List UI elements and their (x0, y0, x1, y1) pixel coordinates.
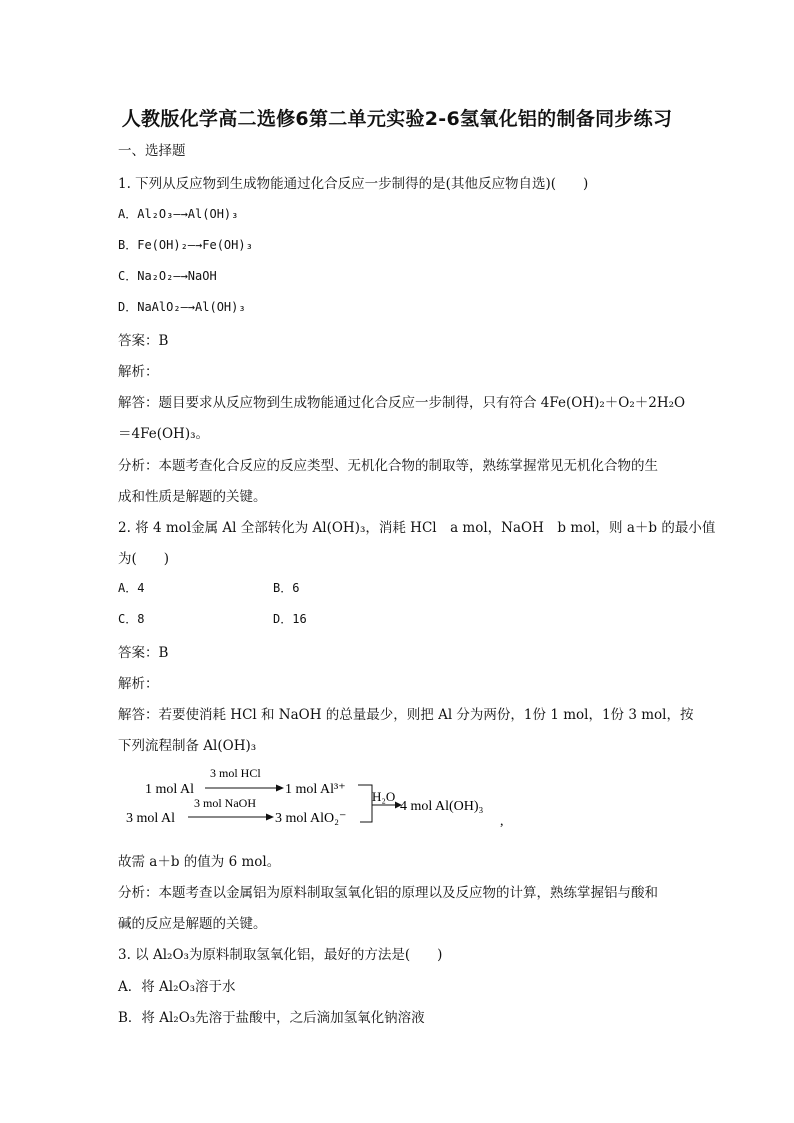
diagram-final-product: 4 mol Al(OH)₃ (400, 799, 484, 814)
diagram-row1-reagent: 3 mol HCl (210, 766, 261, 780)
q1-option-b: B．Fe(OH)₂—→Fe(OH)₃ (118, 238, 253, 252)
diagram-row2-product: 3 mol AlO₂⁻ (275, 811, 347, 826)
diagram-row1-arrowhead (276, 785, 284, 792)
q1-solution-line-1: 解答：题目要求从反应物到生成物能通过化合反应一步制得，只有符合 4Fe(OH)₂＋O₂＋2H₂O (118, 395, 686, 411)
q2-option-b: B．6 (273, 581, 300, 595)
diagram-row1-reactant: 1 mol Al (145, 782, 195, 797)
diagram-row1-product: 1 mol Al³⁺ (285, 782, 346, 797)
q2-solution-line-1: 解答：若要使消耗 HCl 和 NaOH 的总量最少，则把 Al 分为两份，1份 1 mol，1份 3 mol，按 (118, 707, 694, 723)
q1-analysis-line-1: 分析：本题考查化合反应的反应类型、无机化合物的制取等，熟练掌握常见无机化合物的生 (118, 458, 658, 474)
q2-analysis-line-2: 碱的反应是解题的关键。 (118, 916, 267, 932)
diagram-merge-reagent: H₂O (372, 789, 396, 804)
q3-stem: 3. 以 Al₂O₃为原料制取氢氧化铝，最好的方法是( ) (118, 947, 443, 963)
q1-analysis-label: 解析： (118, 364, 159, 380)
q3-option-b: B．将 Al₂O₃先溶于盐酸中，之后滴加氢氧化钠溶液 (118, 1010, 425, 1026)
q2-analysis-label: 解析： (118, 676, 159, 692)
q1-analysis-line-2: 成和性质是解题的关键。 (118, 489, 267, 505)
q1-stem: 1. 下列从反应物到生成物能通过化合反应一步制得的是(其他反应物自选)( ) (118, 176, 589, 192)
section-heading: 一、选择题 (118, 143, 186, 159)
diagram-row2-arrowhead (266, 814, 274, 821)
q2-option-c: C．8 (118, 612, 145, 626)
q2-answer: 答案：B (118, 645, 169, 661)
q2-stem-line-2: 为( ) (118, 551, 170, 567)
q2-stem-line-1: 2. 将 4 mol金属 Al 全部转化为 Al(OH)₃，消耗 HCl a mol，NaOH b mol，则 a＋b 的最小值 (118, 520, 716, 536)
q1-solution-line-2: ＝4Fe(OH)₃。 (118, 426, 209, 442)
q1-option-c: C．Na₂O₂—→NaOH (118, 269, 217, 283)
q3-option-a: A．将 Al₂O₃溶于水 (118, 979, 236, 995)
q2-option-a: A．4 (118, 581, 145, 595)
q2-solution-line-2: 下列流程制备 Al(OH)₃ (118, 738, 257, 754)
q2-conclusion: 故需 a＋b 的值为 6 mol。 (118, 854, 281, 870)
q1-answer: 答案：B (118, 333, 169, 349)
q2-analysis-line-1: 分析：本题考查以金属铝为原料制取氢氧化铝的原理以及反应物的计算，熟练掌握铝与酸和 (118, 885, 658, 901)
q2-option-d: D．16 (273, 612, 307, 626)
reaction-flow-diagram (118, 763, 538, 835)
diagram-row2-reagent: 3 mol NaOH (194, 796, 256, 810)
diagram-trailing-comma: , (500, 814, 504, 829)
q1-option-a: A．Al₂O₃—→Al(OH)₃ (118, 207, 239, 221)
diagram-row2-reactant: 3 mol Al (126, 811, 176, 826)
diagram-merge-bracket (358, 785, 372, 822)
q1-option-d: D．NaAlO₂—→Al(OH)₃ (118, 300, 246, 314)
document-title: 人教版化学高二选修6第二单元实验2-6氢氧化铝的制备同步练习 (121, 108, 673, 130)
